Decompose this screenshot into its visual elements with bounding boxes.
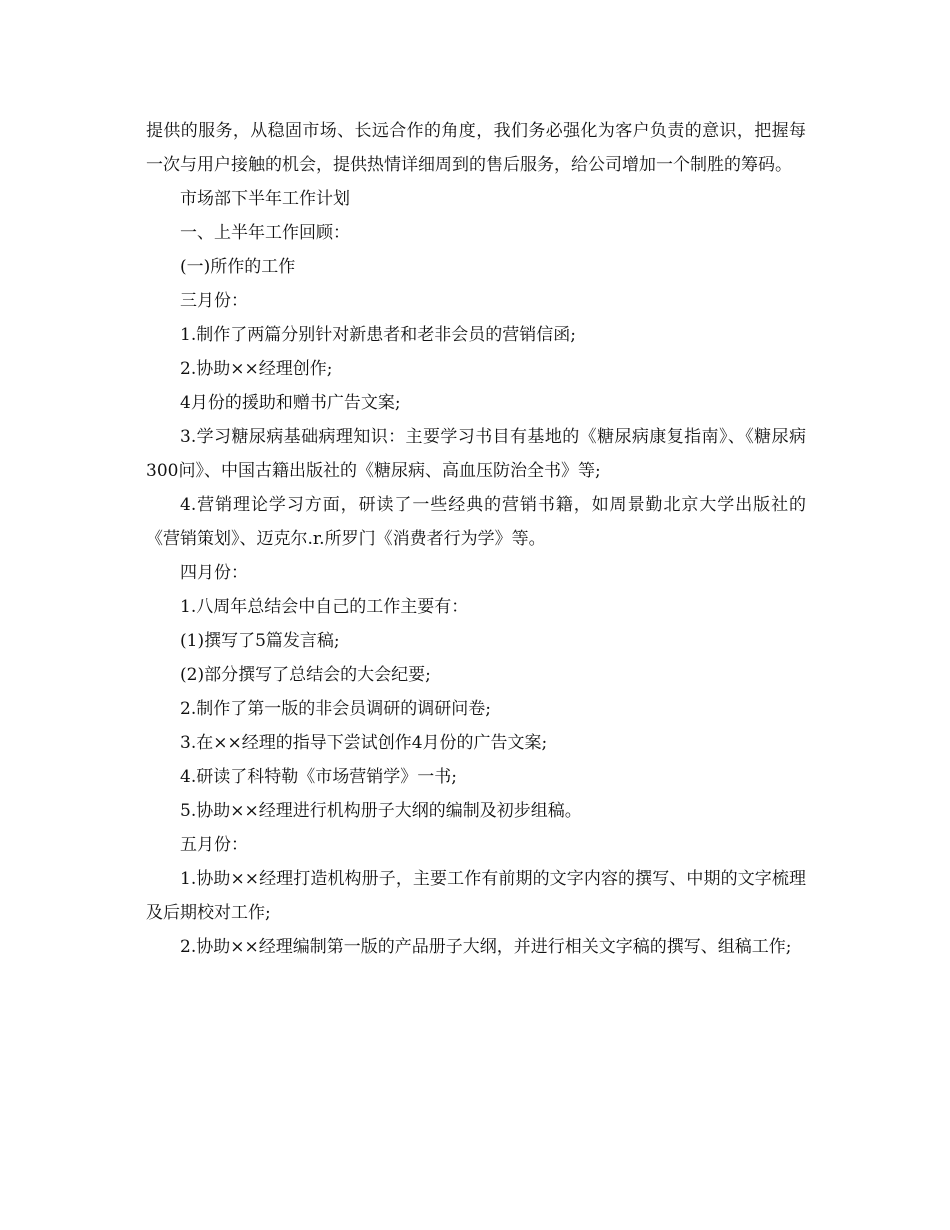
list-item: 1.协助××经理打造机构册子，主要工作有前期的文字内容的撰写、中期的文字梳理及后期校对工作; bbox=[146, 869, 806, 923]
document-body bbox=[146, 114, 806, 964]
list-item: 4.营销理论学习方面，研读了一些经典的营销书籍，如周景勤北京大学出版社的《营销策划》、迈克尔.r.所罗门《消费者行为学》等。 bbox=[146, 495, 806, 549]
section-title: 市场部下半年工作计划 bbox=[180, 189, 350, 209]
list-item: 5.协助××经理进行机构册子大纲的编制及初步组稿。 bbox=[180, 801, 582, 821]
list-item: 2.制作了第一版的非会员调研的调研问卷; bbox=[180, 699, 491, 719]
heading-review: 一、上半年工作回顾： bbox=[180, 223, 350, 243]
list-item: (2)部分撰写了总结会的大会纪要; bbox=[180, 665, 431, 685]
list-item: 1.制作了两篇分别针对新患者和老非会员的营销信函; bbox=[180, 325, 576, 345]
month-may: 五月份： bbox=[180, 835, 248, 855]
list-item: (1)撰写了5篇发言稿; bbox=[180, 631, 340, 651]
month-april: 四月份： bbox=[180, 563, 248, 583]
subheading-work-done: (一)所作的工作 bbox=[180, 257, 296, 277]
paragraph-1: 提供的服务，从稳固市场、长远合作的角度，我们务必强化为客户负责的意识，把握每一次与用户接触的机会，提供热情详细周到的售后服务，给公司增加一个制胜的筹码。 bbox=[146, 121, 806, 175]
month-march: 三月份： bbox=[180, 291, 248, 311]
list-item: 2.协助××经理编制第一版的产品册子大纲，并进行相关文字稿的撰写、组稿工作; bbox=[180, 937, 792, 957]
list-item: 4月份的援助和赠书广告文案; bbox=[180, 393, 401, 413]
list-item: 1.八周年总结会中自己的工作主要有： bbox=[180, 597, 469, 617]
list-item: 3.学习糖尿病基础病理知识：主要学习书目有基地的《糖尿病康复指南》、《糖尿病300问》、中国古籍出版社的《糖尿病、高血压防治全书》等; bbox=[146, 427, 806, 481]
list-item: 3.在××经理的指导下尝试创作4月份的广告文案; bbox=[180, 733, 548, 753]
list-item: 4.研读了科特勒《市场营销学》一书; bbox=[180, 767, 457, 787]
list-item: 2.协助××经理创作; bbox=[180, 359, 333, 379]
